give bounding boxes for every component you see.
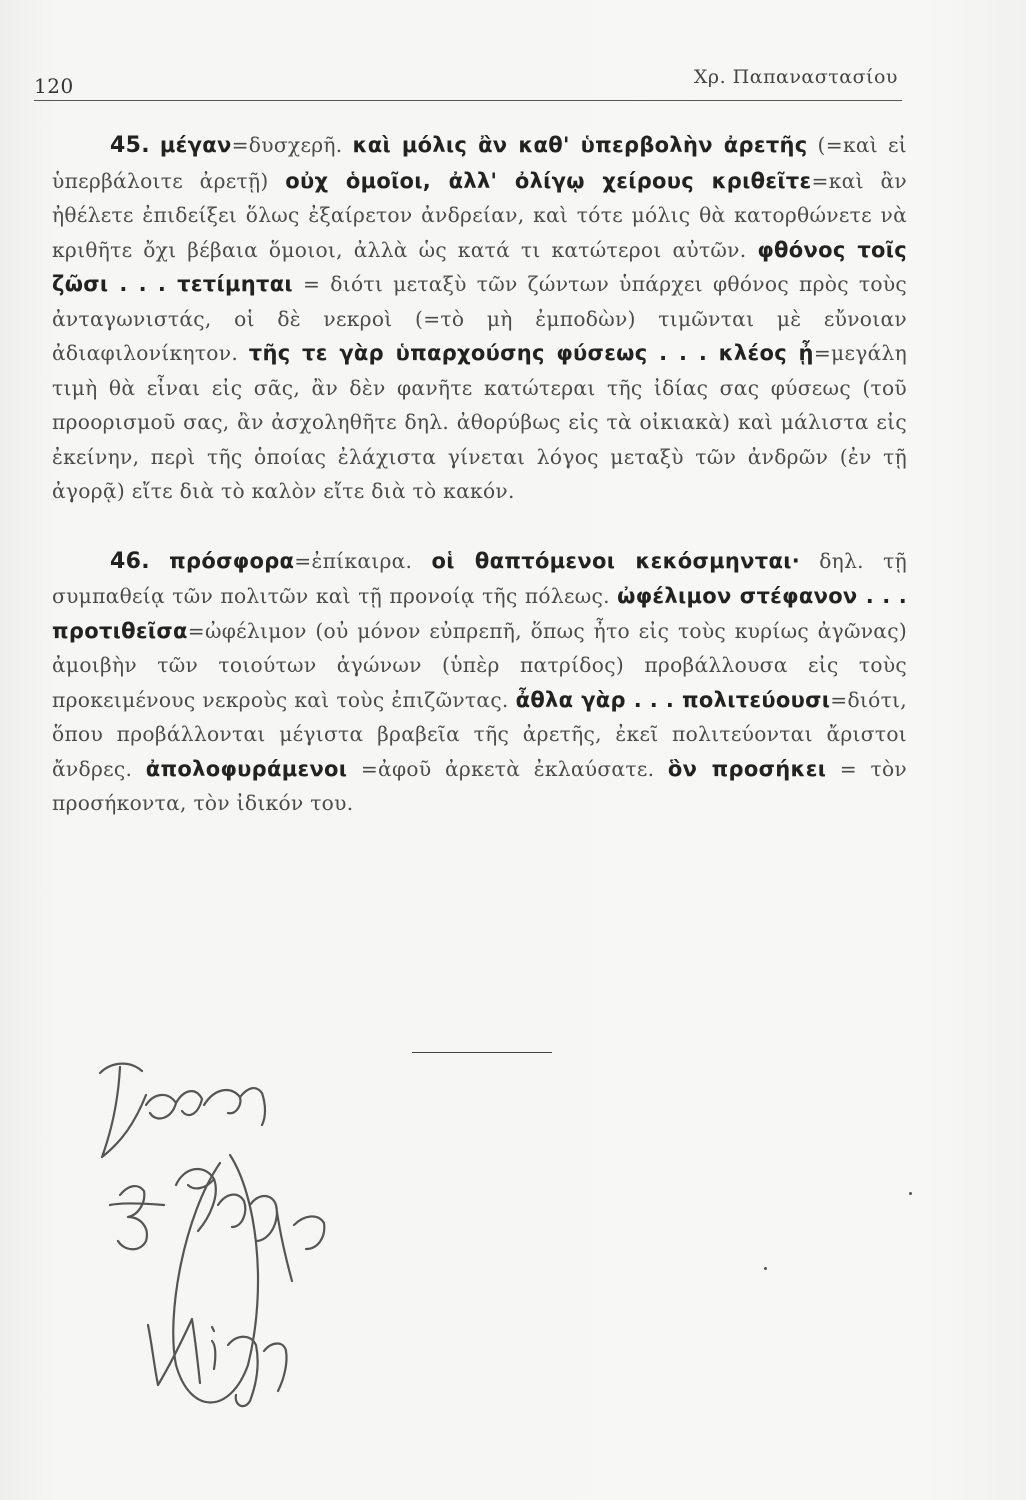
- section-45: [52, 128, 907, 509]
- gloss: =καὶ ἂν ἠθέλετε ἐπιδείξει ὅλως ἐξαίρετον ἀνδρείαν, καὶ τότε μόλις θὰ κατορθώνετε νὰ κριθῆτε ὄχι βέβαια ὅμοιοι, ἀλλὰ ὡς κατά τι κατώτεροι αὐτῶν.: [52, 168, 907, 262]
- lemma: οὐχ ὁμοῖοι, ἀλλ' ὀλίγῳ χείρους κριθεῖτε: [285, 168, 812, 193]
- lemma: μέγαν: [159, 133, 232, 157]
- ink-speck: [909, 1192, 912, 1195]
- lemma: ἆθλα γὰρ . . . πολιτεύουσι: [515, 687, 831, 712]
- gloss: =διότι, ὅπου προβάλλονται μέγιστα βραβεῖα τῆς ἀρετῆς, ἐκεῖ πολιτεύονται ἄριστοι ἄνδρες.: [52, 687, 907, 781]
- page-number: 120: [34, 74, 74, 98]
- gloss: = διότι μεταξὺ τῶν ζώντων ὑπάρχει φθόνος πρὸς τοὺς ἀνταγωνιστάς, οἱ δὲ νεκροὶ (=τὸ μὴ ἐμποδὼν) τιμῶνται μὲ εὔνοιαν ἀδιαφιλονίκητον.: [52, 272, 907, 365]
- gloss: =δυσχερῆ.: [231, 133, 353, 157]
- section-number: 45.: [110, 133, 150, 158]
- end-rule: [412, 1052, 552, 1053]
- lemma: καὶ μόλις ἂν καθ' ὑπερβολὴν ἀρετῆς: [352, 133, 808, 157]
- commentary-body: [52, 128, 907, 821]
- gloss: =ἀφοῦ ἀρκετὰ ἐκλαύσατε.: [347, 756, 668, 781]
- lemma: πρόσφορα: [169, 548, 295, 573]
- gloss: =ὠφέλιμον (οὐ μόνον εὐπρεπῆ, ὅπως ἦτο εἰς τοὺς κυρίως ἀγῶνας) ἀμοιβὴν τῶν τοιούτων ἀγώνων (ὑπὲρ πατρίδος) προβάλλουσα εἰς τοὺς προκειμένους νεκροὺς καὶ τοὺς ἐπιζῶντας.: [52, 618, 907, 712]
- gloss: =ἐπίκαιρα.: [294, 548, 432, 573]
- running-head: Χρ. Παπαναστασίου: [693, 66, 898, 88]
- ink-speck: [764, 1267, 767, 1270]
- lemma: φθόνος τοῖς ζῶσι . . . τετίμηται: [52, 237, 907, 296]
- lemma: ὠφέλιμον στέφανον . . . προτιθεῖσα: [52, 584, 908, 643]
- gloss: δηλ. τῇ συμπαθείᾳ τῶν πολιτῶν καὶ τῇ προνοίᾳ τῆς πόλεως.: [52, 548, 907, 608]
- page-header: [34, 60, 902, 101]
- gloss: =μεγάλη τιμὴ θὰ εἶναι εἰς σᾶς, ἂν δὲν φανῆτε κατώτεραι τῆς ἰδίας σας φύσεως (τοῦ προορισμοῦ σας, ἂν ἀσχοληθῆτε δηλ. ἀθορύβως εἰς τὰ οἰκιακὰ) καὶ μάλιστα εἰς ἐκείνην, περὶ τῆς ὁποίας ἐλάχιστα γίνεται λόγος μεταξὺ τῶν ἀνδρῶν (ἐν τῇ ἀγορᾷ) εἴτε διὰ τὸ καλὸν εἴτε διὰ τὸ κακόν.: [52, 341, 907, 503]
- section-number: 46.: [110, 548, 150, 574]
- gloss: (=καὶ εἰ ὑπερβάλοιτε ἀρετῇ): [52, 133, 908, 193]
- lemma: ὃν προσήκει: [667, 756, 827, 781]
- lemma: οἱ θαπτόμενοι κεκόσμηνται·: [431, 548, 800, 573]
- lemma: τῆς τε γὰρ ὑπαρχούσης φύσεως . . . κλέος ᾖ: [248, 341, 814, 365]
- lemma: ἀπολοφυράμενοι: [145, 756, 348, 781]
- gloss: = τὸν προσήκοντα, τὸν ἰδικόν του.: [52, 756, 907, 815]
- handwritten-signature: [80, 1045, 380, 1425]
- section-46: [52, 544, 907, 821]
